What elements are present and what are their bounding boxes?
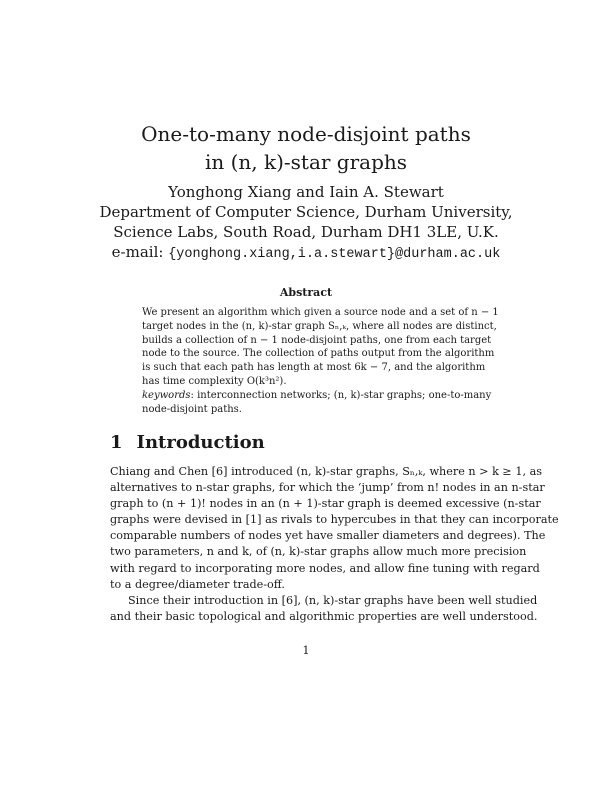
body-line: graph to (n + 1)! nodes in an (n + 1)-star graph is deemed excessive (n-star <box>110 497 541 511</box>
body-text <box>110 464 559 625</box>
title-line-2: in (n, k)-star graphs <box>204 150 408 174</box>
abstract-line: We present an algorithm which given a source node and a set of n − 1 <box>142 307 499 318</box>
body-line: Chiang and Chen [6] introduced (n, k)-star graphs, Sₙ,ₖ, where n > k ≥ 1, as <box>110 465 543 478</box>
paper-title <box>0 120 612 176</box>
title-line-1: One-to-many node-disjoint paths <box>141 122 471 146</box>
abstract-line: is such that each path has length at most 6k − 7, and the algorithm <box>142 362 486 374</box>
abstract-heading: Abstract <box>279 286 333 299</box>
section-title: Introduction <box>136 432 265 453</box>
author-block <box>0 182 612 265</box>
body-line: to a degree/diameter trade-off. <box>110 577 285 591</box>
abstract-line: has time complexity O(k³n²). <box>142 375 287 387</box>
keywords-line-2: node-disjoint paths. <box>142 403 242 415</box>
body-line: and their basic topological and algorithmic properties are well understood. <box>110 609 538 623</box>
email-line <box>0 242 612 265</box>
body-line: comparable numbers of nodes yet have smaller diameters and degrees). The <box>110 529 546 543</box>
body-line: two parameters, n and k, of (n, k)-star graphs allow much more precision <box>110 545 527 559</box>
author-names: Yonghong Xiang and Iain A. Stewart <box>168 183 444 201</box>
section-number: 1 <box>110 432 123 453</box>
body-line: alternatives to n-star graphs, for which the ‘jump’ from n! nodes in an n-star <box>110 481 545 495</box>
abstract-line: target nodes in the (n, k)-star graph Sₙ,ₖ, where all nodes are distinct, <box>142 320 497 332</box>
keywords-text: : interconnection networks; (n, k)-star graphs; one-to-many <box>190 389 492 401</box>
keywords-line <box>142 389 492 403</box>
abstract-line: builds a collection of n − 1 node-disjoint paths, one from each target <box>142 334 492 346</box>
keywords-label: keywords <box>142 389 191 401</box>
body-line: graphs were devised in [1] as rivals to hypercubes in that they can incorporate <box>110 513 559 527</box>
body-line: Since their introduction in [6], (n, k)-star graphs have been well studied <box>128 593 538 607</box>
email-address: {yonghong.xiang,i.a.stewart}@durham.ac.uk <box>168 247 501 262</box>
page-number: 1 <box>302 644 310 657</box>
email-prefix: e-mail: <box>111 243 169 261</box>
affiliation-line-1: Department of Computer Science, Durham University, <box>99 203 513 221</box>
abstract-body <box>142 306 499 416</box>
section-heading <box>110 432 265 453</box>
abstract-line: node to the source. The collection of paths output from the algorithm <box>142 348 495 360</box>
body-line: with regard to incorporating more nodes, and allow fine tuning with regard <box>110 561 540 575</box>
affiliation-line-2: Science Labs, South Road, Durham DH1 3LE, U.K. <box>113 223 499 241</box>
